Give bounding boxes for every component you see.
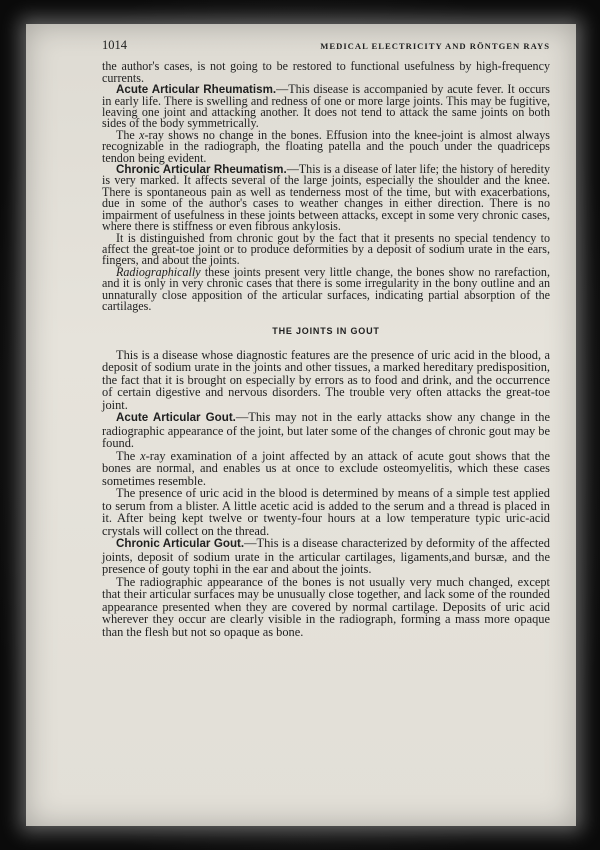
italic-x: x — [139, 127, 145, 142]
paragraph-text: The presence of uric acid in the blood is determined by means of a simple test applied to serum from a blister. A little acetic acid is added to the serum and a thread is placed in it. After being kept twelve or twenty-four hours at a low temperature typic uric-acid crystals will collect on the thread. — [102, 486, 550, 538]
paragraph-text: -ray shows no change in the bones. Effusion into the knee-joint is almost always recognizable in the radiograph, the floating patella and the pouch under the quadriceps tendon being evident. — [102, 127, 551, 165]
paragraph — [102, 264, 550, 313]
paragraph-chronic-rheumatism — [102, 164, 550, 232]
paragraph-text: The — [116, 448, 141, 463]
paragraph-text: —This is a disease of later life; the history of heredity is very marked. It affects several of the large joints, especially the shoulder and the knee. There is spontaneous pain as well as tenderness most of the time, but with exacerbations, due in some of the author's cases to weather changes in either direction. There is no impairment of usefulness in these joints between attacks, except in some very chronic cases, where there is stiffness or even fibrous ankylosis. — [102, 162, 550, 234]
subheading: Chronic Articular Gout. — [116, 537, 245, 551]
paragraph-text: —This is a disease characterized by deformity of the affected joints, deposit of sodium urate in the articular cartilages, ligaments,and bursæ, and the presence of gouty tophi in the ear and about the joints. — [102, 536, 550, 577]
paragraph-text: —This disease is accompanied by acute fever. It occurs in early life. There is swelling and redness of one or more large joints. This may be fugitive, leaving one joint and attacking another. It does not tend to attack the same joints on both sides of the body symmetrically. — [102, 82, 551, 131]
paragraph-text: This is a disease whose diagnostic features are the presence of uric acid in the blood, a deposit of sodium urate in the joints and other tissues, a marked hereditary predisposition, the fact that it is brought on especially by errors as to food and drink, and the occurrence of certain digestive and nervous disorders. The trouble very often attacks the great-toe joint. — [102, 347, 550, 412]
paragraph-chronic-gout — [102, 537, 550, 576]
page-header — [102, 40, 550, 52]
paragraph — [102, 127, 551, 165]
subheading: Acute Articular Rheumatism. — [116, 83, 277, 97]
paragraph-text: these joints present very little change, the bones show no rarefaction, and it is only in very chronic cases that there is some irregularity in the bony outline and an unnaturally close apposition of the articular surfaces, indicating partial absorption of the cartilages. — [102, 264, 550, 313]
page-number: 1014 — [102, 38, 127, 52]
paragraph — [102, 349, 550, 412]
italic-x: x — [140, 448, 146, 463]
subheading: Chronic Articular Rheumatism. — [116, 163, 287, 177]
subheading: Acute Articular Gout. — [116, 411, 236, 425]
paragraph-text: The radiographic appearance of the bones is not usually very much changed, except that their articular surfaces may be unusually close together, and lack some of the rounded appearance presented when they are covered by normal cartilage. Deposits of uric acid wherever they occur are clearly visible in the radiograph, forming a mass more opaque than the flesh but not so opaque as bone. — [102, 574, 550, 639]
italic-term: Radiographically — [116, 264, 201, 279]
paragraph — [102, 487, 550, 537]
section-title: THE JOINTS IN GOUT — [272, 326, 380, 337]
paragraph-text: -ray examination of a joint affected by an attack of acute gout shows that the bones are normal, and enables us at once to exclude osteomyelitis, which these cases sometimes resemble. — [102, 448, 550, 488]
gout-section — [102, 349, 550, 639]
paragraph — [102, 61, 550, 84]
paragraph — [102, 230, 550, 268]
paragraph-text: the author's cases, is not going to be restored to functional usefulness by high-frequency currents. — [102, 59, 550, 85]
book-page — [26, 24, 576, 826]
paragraph-text: —This may not in the early attacks show any change in the radiographic appearance of the joint, but later some of the changes of chronic gout may be found. — [102, 410, 550, 451]
paragraph — [102, 576, 550, 639]
paragraph-text: The — [116, 127, 140, 142]
paragraph-acute-rheumatism — [102, 84, 550, 130]
paragraph-acute-gout — [102, 411, 550, 450]
paragraph — [102, 450, 550, 488]
paragraph-text: It is distinguished from chronic gout by the fact that it presents no special tendency to affect the great-toe joint or to produce deformities by a deposit of sodium urate in the ears, fingers, and about the joints. — [102, 230, 550, 268]
running-title: MEDICAL ELECTRICITY AND RÖNTGEN RAYS — [320, 41, 550, 51]
page-content — [102, 40, 550, 638]
